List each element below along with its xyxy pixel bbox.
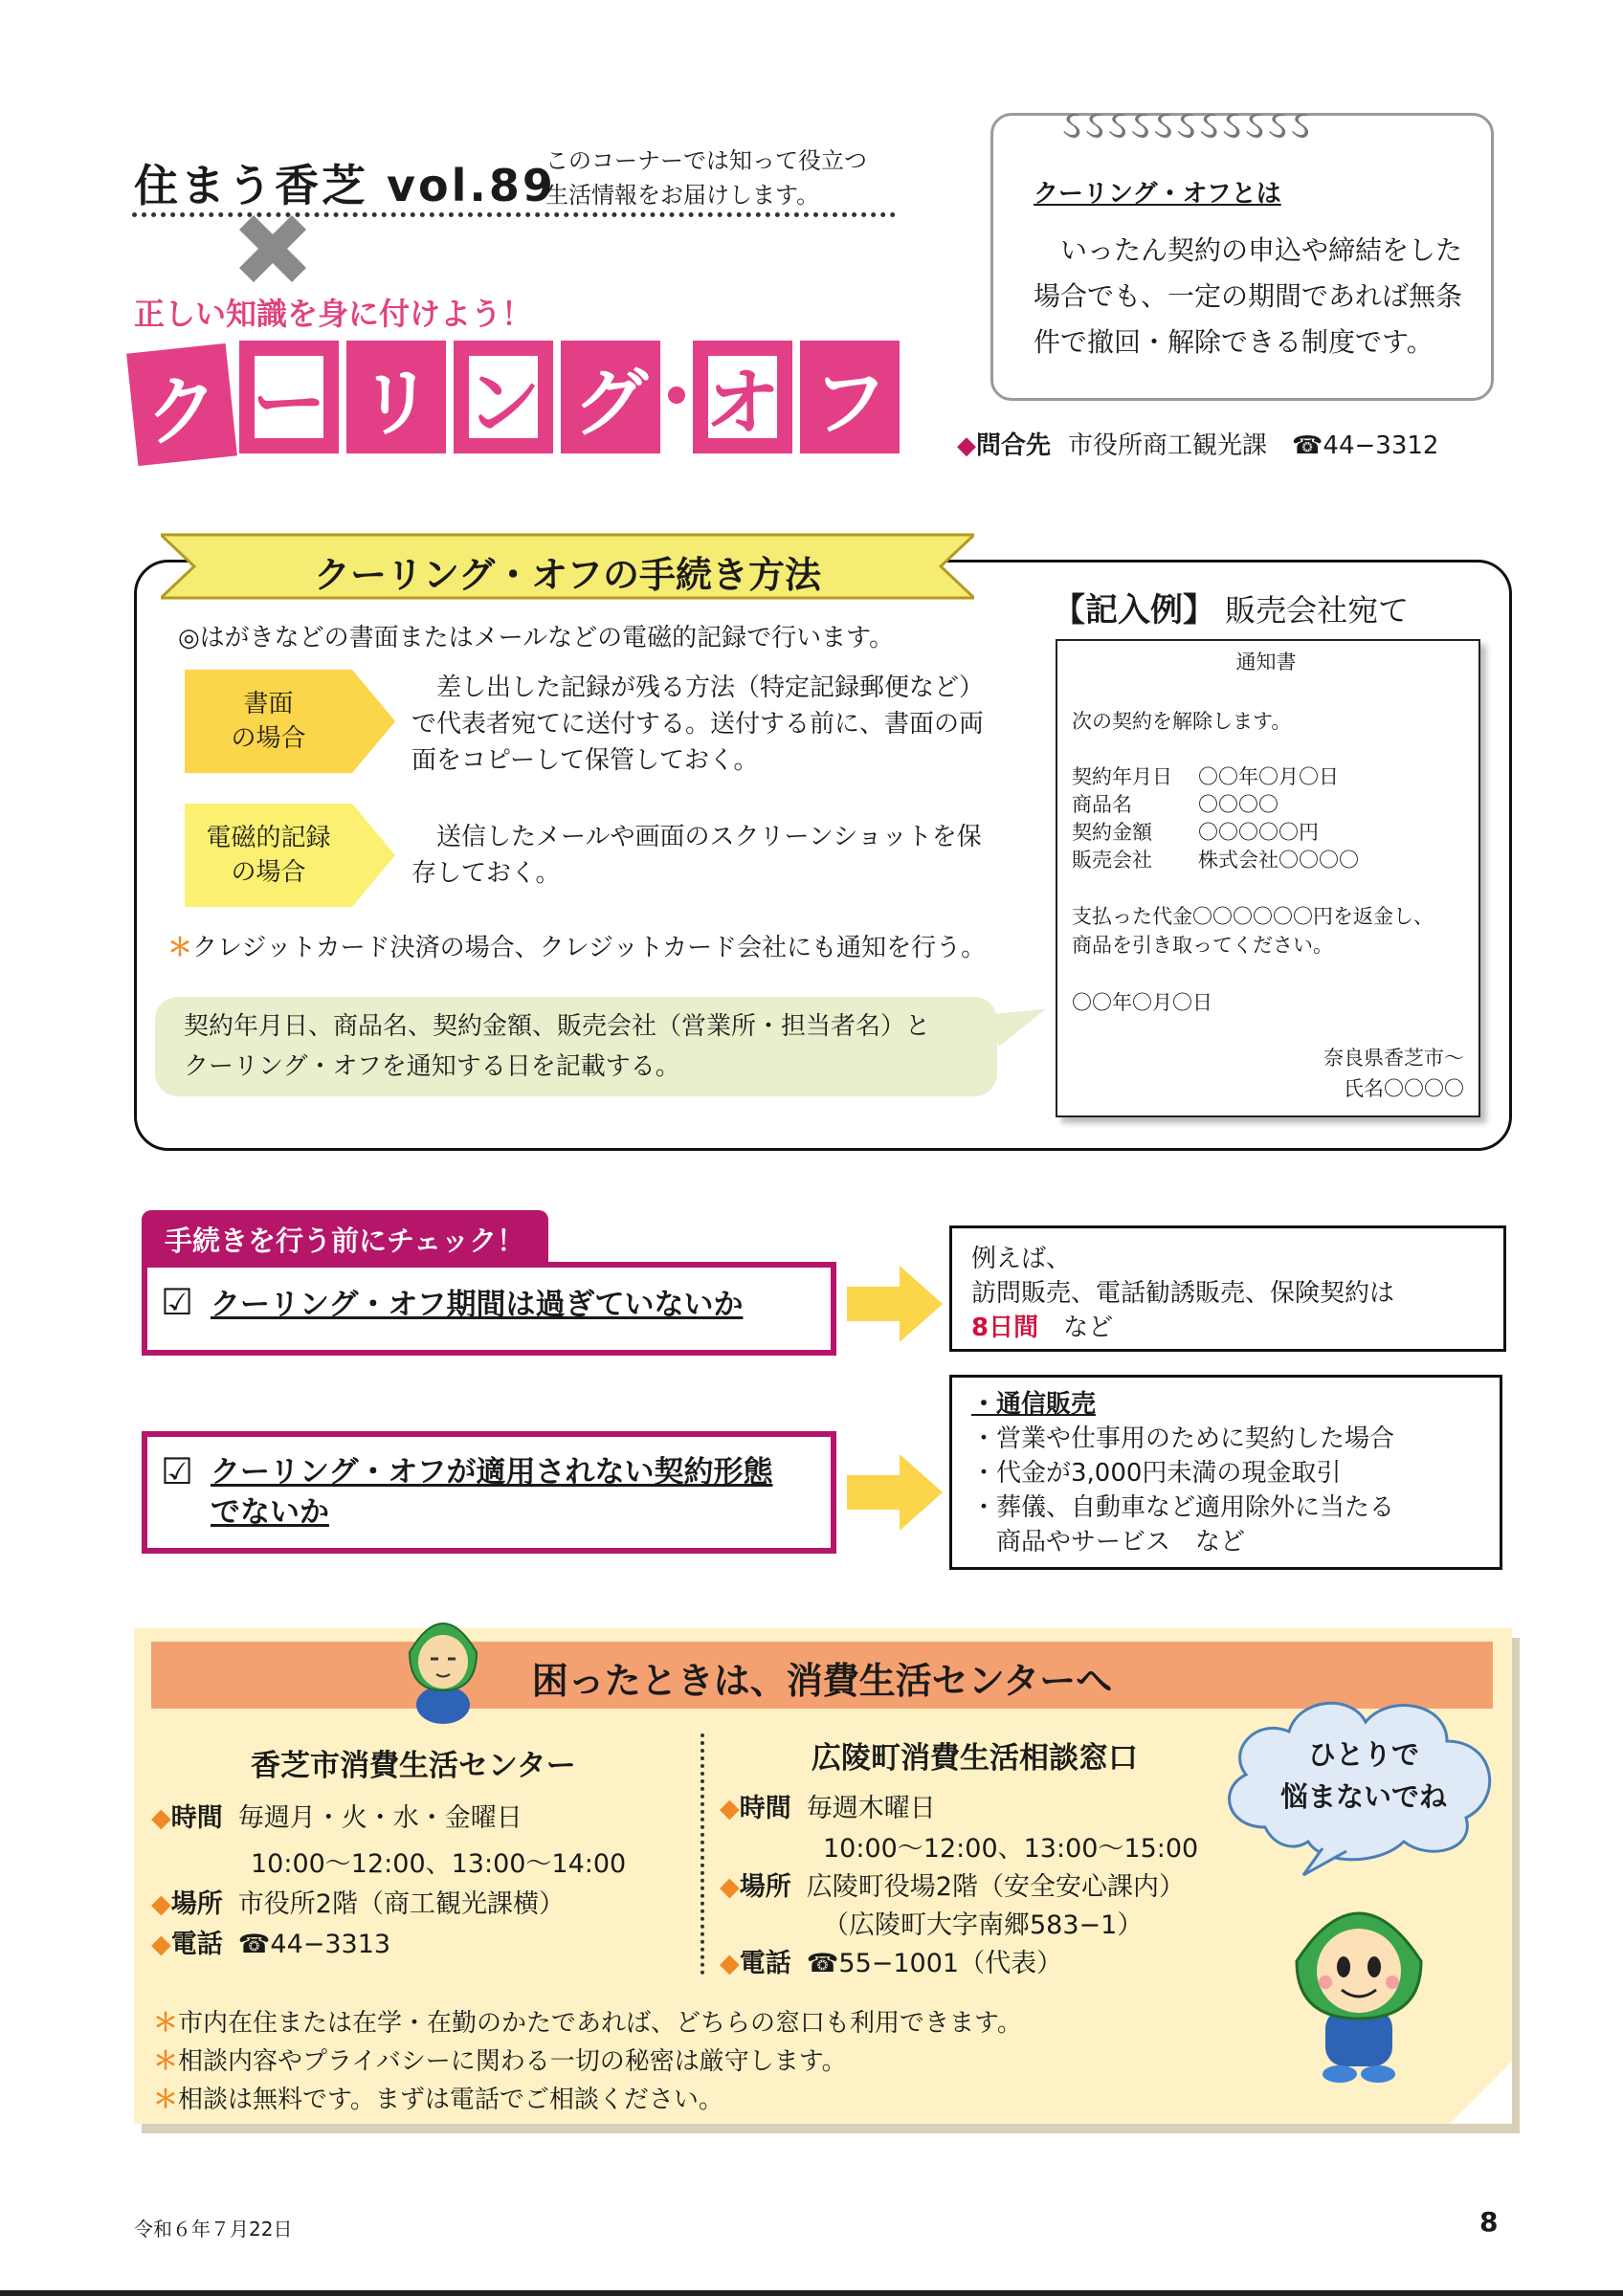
letter-line: 次の契約を解除します。 — [1072, 710, 1292, 733]
title-char-5: グ — [561, 341, 660, 453]
letter-signature: 奈良県香芝市～ 氏名〇〇〇〇 — [1323, 1047, 1464, 1100]
example-heading: 【記入例】 販売会社宛て — [1053, 591, 1410, 629]
inquiry-dept: 市役所商工観光課 — [1068, 431, 1268, 460]
inquiry-phone: ☎44−3312 — [1292, 431, 1439, 460]
consult-note: ＊市内在住または在学・在勤のかたであれば、どちらの窓口も利用できます。 — [153, 2009, 1022, 2038]
asterisk-icon: ＊ — [167, 934, 193, 962]
check-item-period-text: クーリング・オフ期間は過ぎていないか — [211, 1288, 744, 1322]
checkbox-checked-icon: ☑ — [161, 1281, 194, 1323]
koryo-phone: ◆電話 ☎55−1001（代表） — [720, 1949, 1063, 1978]
required-items-text: 契約年月日、商品名、契約金額、販売会社（営業所・担当者名）と クーリング・オフを通知する日を記載する。 — [184, 1012, 931, 1081]
letter-field: 契約年月日 〇〇年〇月〇日 — [1072, 765, 1339, 788]
procedure-lead: ◎はがきなどの書面またはメールなどの電磁的記録で行います。 — [178, 624, 895, 652]
kashiba-hours: 10:00〜12:00、13:00〜14:00 — [251, 1849, 627, 1879]
consult-note: ＊相談内容やプライバシーに関わる一切の秘密は厳守します。 — [153, 2047, 847, 2076]
cross-icon — [230, 206, 316, 292]
check-tab-label: 手続きを行う前にチェック！ — [165, 1225, 525, 1257]
koryo-address: （広陵町大字南郷583−1） — [823, 1910, 1144, 1940]
paper-method-text: 差し出した記録が残る方法（特定記録郵便など）で代表者宛てに送付する。送付する前に、書面の両面をコピーして保管しておく。 — [411, 673, 985, 775]
procedure-title: クーリング・オフの手続き方法 — [313, 554, 822, 596]
digital-method-tag — [185, 804, 395, 907]
consult-title: 困ったときは、消費生活センターへ — [531, 1660, 1113, 1702]
memo-rings: ઽઽઽઽઽઽઽઽઽઽઽ — [1062, 103, 1314, 147]
checkbox-checked-icon: ☑ — [161, 1450, 194, 1492]
bottom-rule — [0, 2290, 1623, 2296]
koryo-time: ◆時間 毎週木曜日 — [720, 1794, 936, 1823]
consult-note: ＊相談は無料です。まずは電話でご相談ください。 — [153, 2086, 723, 2114]
check-item-period — [142, 1262, 836, 1356]
title-char-4: ン — [454, 341, 553, 453]
check-item-contract-type — [142, 1431, 836, 1554]
paper-method-label: 書面 の場合 — [231, 690, 306, 753]
koryo-center-name: 広陵町消費生活相談窓口 — [812, 1741, 1138, 1776]
series-description: このコーナーでは知って役立つ 生活情報をお届けします。 — [545, 147, 867, 209]
paper-method-tag — [185, 670, 395, 773]
diamond-icon: ◆ — [957, 431, 976, 460]
definition-heading: クーリング・オフとは — [1034, 180, 1281, 209]
koryo-hours: 10:00〜12:00、13:00〜15:00 — [823, 1834, 1199, 1864]
arrow-right-icon — [847, 1266, 943, 1342]
title-char-3: リ — [346, 341, 446, 453]
title-char-7: フ — [800, 341, 900, 453]
title-char-6: オ — [693, 341, 792, 453]
letter-field: 契約金額 〇〇〇〇〇円 — [1072, 821, 1319, 844]
publication-date: 令和６年７月22日 — [134, 2218, 293, 2241]
cloud-message: ひとりで 悩まないでね — [1279, 1738, 1447, 1813]
series-title: 住まう香芝 vol.89 — [134, 160, 556, 211]
subtitle: 正しい知識を身に付けよう！ — [134, 296, 533, 332]
column-divider — [700, 1733, 704, 1975]
check-item-contract-text: クーリング・オフが適用されない契約形態 でないか — [211, 1455, 773, 1530]
definition-body: いったん契約の申込や締結をした場合でも、一定の期間であれば無条件で撤回・解除できる制度です。 — [1034, 234, 1463, 358]
letter-title: 通知書 — [1235, 651, 1297, 673]
title-dot — [668, 386, 685, 404]
kashiba-phone: ◆電話 ☎44−3313 — [151, 1930, 391, 1959]
mascot-icon — [390, 1600, 496, 1724]
koryo-place: ◆場所 広陵町役場2階（安全安心課内） — [720, 1872, 1185, 1902]
mascot-icon — [1282, 1875, 1435, 2086]
arrow-right-icon — [847, 1454, 943, 1531]
period-example-box: 例えば、 訪問販売、電話勧誘販売、保険契約は 8日間 など — [949, 1225, 1506, 1352]
credit-card-note: ＊クレジットカード決済の場合、クレジットカード会社にも通知を行う。 — [167, 934, 987, 962]
kashiba-time: ◆時間 毎週月・火・水・金曜日 — [151, 1803, 522, 1833]
letter-field: 商品名 〇〇〇〇 — [1072, 793, 1278, 816]
digital-method-label: 電磁的記録 の場合 — [206, 824, 331, 887]
kashiba-center-name: 香芝市消費生活センター — [251, 1749, 576, 1783]
letter-refund: 商品を引き取ってください。 — [1072, 934, 1333, 957]
inquiry-label: 問合先 — [976, 431, 1052, 460]
kashiba-place: ◆場所 市役所2階（商工観光課横） — [151, 1889, 565, 1919]
letter-date: 〇〇年〇月〇日 — [1072, 991, 1212, 1014]
letter-refund: 支払った代金〇〇〇〇〇〇円を返金し、 — [1072, 905, 1434, 928]
digital-method-text: 送信したメールや画面のスクリーンショットを保存しておく。 — [411, 823, 982, 888]
exclusions-box: ・通信販売 ・営業や仕事用のために契約した場合 ・代金が3,000円未満の現金取引 ・葬儀、自動車など適用除外に当たる 商品やサービス など — [949, 1375, 1502, 1570]
page-number: 8 — [1479, 2206, 1499, 2238]
letter-field: 販売会社 株式会社〇〇〇〇 — [1072, 849, 1359, 872]
cooling-off-title — [132, 341, 917, 475]
inquiry-line — [957, 426, 1438, 461]
title-char-1: ク — [126, 343, 237, 466]
title-char-2: ー — [239, 341, 339, 453]
